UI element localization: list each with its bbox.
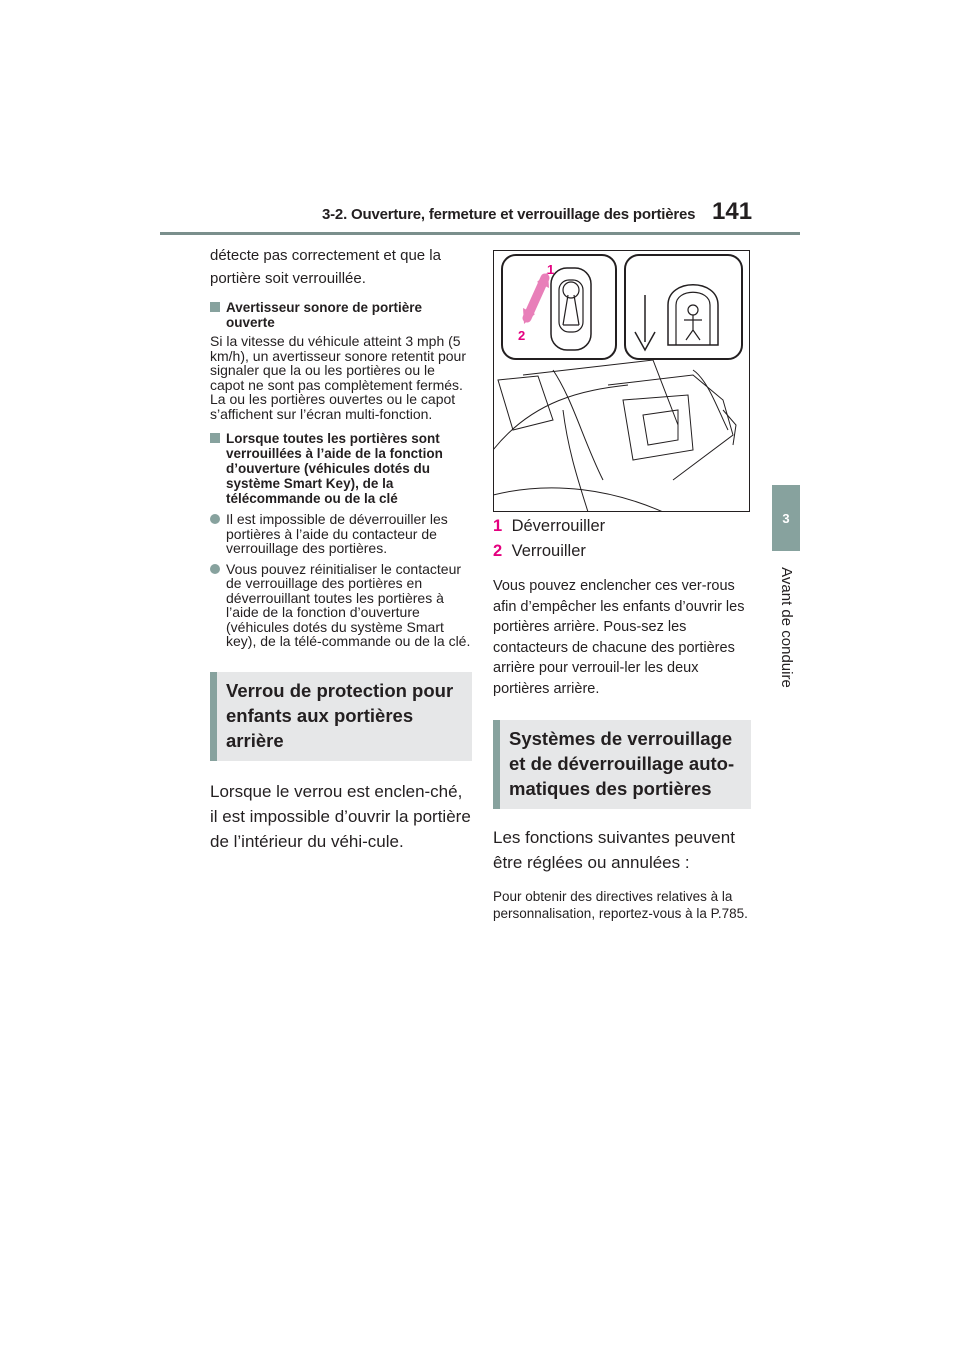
legend-number: 2 (493, 542, 503, 560)
square-bullet-icon (210, 302, 220, 312)
door-warning-text: Si la vitesse du véhicule atteint 3 mph (5 km/h), un avertisseur sonore retentit pour signaler que la ou les portières ou le capot ne sont pas complètement fermés. (210, 333, 467, 393)
legend-label: Déverrouiller (511, 517, 606, 535)
child-lock-text: Lorsque le verrou est enclen-ché, il est impossible d’ouvrir la portière de l’intérieur du véhi-cule. (210, 781, 471, 851)
page-number: 141 (712, 198, 753, 225)
bullet-text: Il est impossible de déverrouiller les portières à l’aide du contacteur de verrouillage des portières. (226, 511, 448, 556)
subheading-text: Avertisseur sonore de portière ouverte (226, 300, 423, 330)
header-section-title: 3-2. Ouverture, fermeture et verrouillage des portières (322, 206, 696, 223)
section-heading-child-lock (210, 672, 472, 761)
legend-number: 1 (493, 517, 503, 535)
subheading-all-locked (210, 431, 472, 506)
auto-lock-note: Pour obtenir des directives relatives à la personnalisation, reportez-vous à la P.785. (493, 889, 748, 921)
child-lock-illustration (493, 250, 750, 512)
subheading-door-warning (210, 300, 472, 330)
door-warning-text-2: La ou les portières ouvertes ou le capot s’affichent sur l’écran multi-fonction. (210, 391, 456, 422)
section-heading-text: Verrou de protection pour enfants aux portières arrière (226, 679, 454, 751)
chapter-tab (772, 485, 800, 551)
header-rule (160, 232, 800, 235)
legend-item (493, 514, 751, 539)
section-heading-auto-lock (493, 720, 751, 809)
bullet-text: Vous pouvez réinitialiser le contacteur de verrouillage des portières en déverrouillant toutes les portières à l’aide de la fonction d’ouverture (véhicules dotés du système Smart key), de la télé-commande ou de la clé. (226, 560, 471, 649)
intro-text: détecte pas correctement et que la portière soit verrouillée. (210, 247, 441, 287)
right-column (493, 514, 751, 922)
bullet-item (210, 562, 472, 649)
bullet-item (210, 512, 472, 556)
chapter-number: 3 (782, 510, 790, 526)
section-heading-text: Systèmes de verrouillage et de déverrouillage auto-matiques des portières (509, 728, 735, 799)
chapter-side-label (770, 552, 802, 702)
section-accent-bar (210, 672, 217, 761)
callout-1-label: 1 (547, 262, 555, 277)
legend-item (493, 539, 751, 564)
section-accent-bar (493, 720, 500, 809)
auto-lock-text: Les fonctions suivantes peuvent être réglées ou annulées : (493, 828, 735, 872)
circle-bullet-icon (210, 564, 220, 574)
child-lock-note: Vous pouvez enclencher ces ver-rous afin d’empêcher les enfants d’ouvrir les portières arrière. Pous-sez les contacteurs de chacune des portières arrière pour verrouil-ler les deux portières arrière. (493, 578, 745, 697)
chapter-title: Avant de conduire (777, 566, 795, 688)
circle-bullet-icon (210, 514, 220, 524)
subheading-text: Lorsque toutes les portières sont verrouillées à l’aide de la fonction d’ouverture (véhicules dotés du système Smart Key), de la télécommande ou de la clé (226, 431, 443, 506)
square-bullet-icon (210, 433, 220, 443)
left-column (210, 244, 472, 854)
legend-label: Verrouiller (511, 542, 586, 560)
callout-2-label: 2 (518, 328, 526, 343)
